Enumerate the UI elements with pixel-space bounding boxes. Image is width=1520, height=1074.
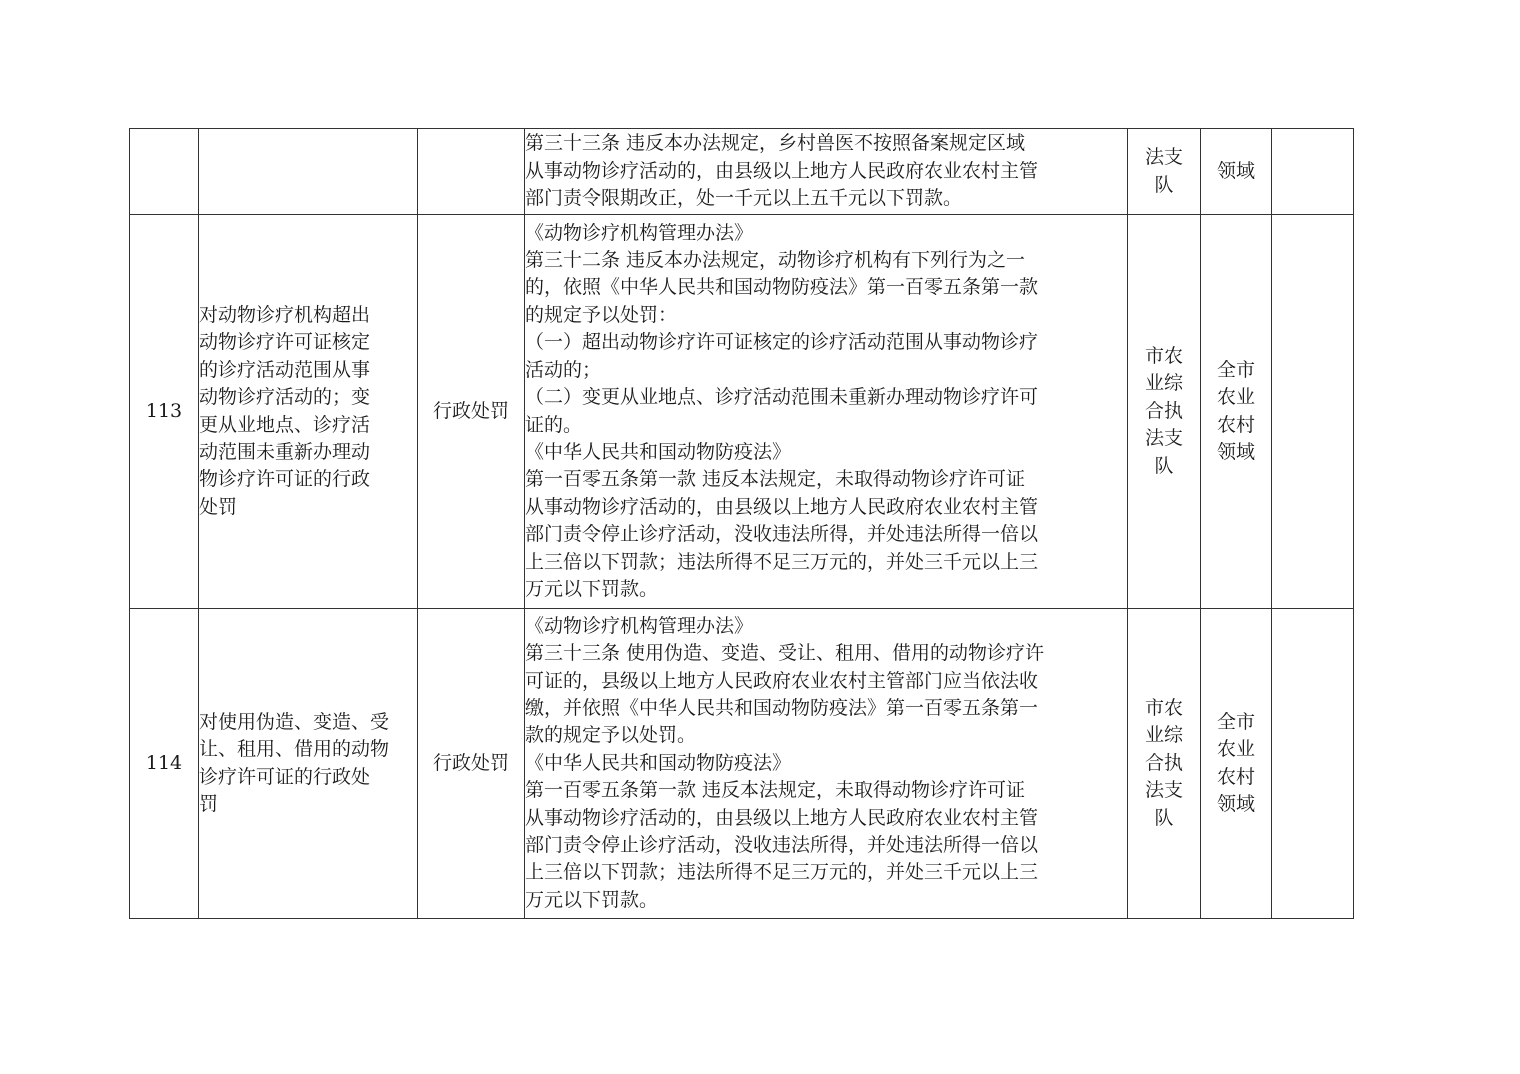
name-line: 的诊疗活动范围从事 [199, 358, 371, 381]
department-line: 合执 [1144, 399, 1183, 422]
regulation-table [129, 128, 1354, 919]
basis-line: 万元以下罚款。 [525, 888, 659, 911]
name-line: 对动物诊疗机构超出 [199, 303, 371, 326]
name-line: 更从业地点、诊疗活 [199, 413, 371, 436]
note-cell [1272, 129, 1354, 215]
name-line: 让、租用、借用的动物 [199, 738, 390, 761]
name-line: 动物诊疗活动的；变 [199, 386, 371, 409]
name-line: 诊疗许可证的行政处 [199, 765, 371, 788]
department-line: 合执 [1144, 751, 1183, 774]
basis-line: 《动物诊疗机构管理办法》 [525, 221, 754, 244]
basis-line: 从事动物诊疗活动的，由县级以上地方人民政府农业农村主管 [525, 806, 1039, 829]
basis-line: 第三十三条 使用伪造、变造、受让、租用、借用的动物诊疗许 [525, 642, 1045, 665]
note-cell [1272, 609, 1354, 919]
scope-line: 领域 [1216, 159, 1255, 182]
department-line: 法支 [1144, 779, 1183, 802]
department-line: 队 [1154, 173, 1174, 196]
name-line: 罚 [199, 792, 219, 815]
legal-basis-cell [525, 215, 1128, 609]
department-line: 市农 [1144, 696, 1183, 719]
department-cell [1128, 129, 1201, 215]
basis-line: 的，依照《中华人民共和国动物防疫法》第一百零五条第一款 [525, 276, 1039, 299]
basis-line: 证的。 [525, 413, 583, 436]
name-line: 处罚 [199, 495, 238, 518]
name-line: 对使用伪造、变造、受 [199, 710, 390, 733]
department-line: 市农 [1144, 344, 1183, 367]
item-type-cell: 行政处罚 [418, 215, 525, 609]
basis-line: 《中华人民共和国动物防疫法》 [525, 751, 792, 774]
basis-line: 款的规定予以处罚。 [525, 724, 697, 747]
basis-line: 从事动物诊疗活动的，由县级以上地方人民政府农业农村主管 [525, 159, 1039, 182]
scope-line: 农村 [1216, 765, 1255, 788]
basis-line: 部门责令停止诊疗活动，没收违法所得，并处违法所得一倍以 [525, 523, 1039, 546]
item-type-cell: 行政处罚 [418, 609, 525, 919]
basis-line: 第三十三条 违反本办法规定，乡村兽医不按照备案规定区域 [525, 132, 1026, 155]
basis-line: 部门责令停止诊疗活动，没收违法所得，并处违法所得一倍以 [525, 834, 1039, 857]
basis-line: 万元以下罚款。 [525, 577, 659, 600]
scope-cell [1201, 215, 1272, 609]
basis-line: （一）超出动物诊疗许可证核定的诊疗活动范围从事动物诊疗 [525, 331, 1039, 354]
table-row [130, 129, 1354, 215]
legal-basis-cell [525, 129, 1128, 215]
name-line: 动范围未重新办理动 [199, 440, 371, 463]
basis-line: 第一百零五条第一款 违反本法规定，未取得动物诊疗许可证 [525, 468, 1026, 491]
scope-line: 领域 [1216, 440, 1255, 463]
scope-line: 全市 [1216, 710, 1255, 733]
legal-basis-cell [525, 609, 1128, 919]
basis-line: 部门责令限期改正，处一千元以上五千元以下罚款。 [525, 187, 963, 210]
scope-line: 领域 [1216, 792, 1255, 815]
item-name-cell [199, 215, 418, 609]
department-cell [1128, 609, 1201, 919]
name-line: 物诊疗许可证的行政 [199, 468, 371, 491]
basis-line: 缴，并依照《中华人民共和国动物防疫法》第一百零五条第一 [525, 696, 1039, 719]
department-line: 队 [1154, 806, 1174, 829]
basis-line: 从事动物诊疗活动的，由县级以上地方人民政府农业农村主管 [525, 495, 1039, 518]
scope-line: 农村 [1216, 413, 1255, 436]
scope-cell [1201, 609, 1272, 919]
item-name-cell [199, 609, 418, 919]
item-number-cell: 114 [130, 609, 199, 919]
name-line: 动物诊疗许可证核定 [199, 331, 371, 354]
table-row [130, 609, 1354, 919]
basis-line: 《中华人民共和国动物防疫法》 [525, 440, 792, 463]
scope-line: 全市 [1216, 358, 1255, 381]
basis-line: 活动的； [525, 358, 602, 381]
department-line: 法支 [1144, 427, 1183, 450]
department-line: 法支 [1144, 146, 1183, 169]
scope-line: 农业 [1216, 386, 1255, 409]
department-line: 队 [1154, 454, 1174, 477]
department-line: 业综 [1144, 372, 1183, 395]
basis-line: 上三倍以下罚款；违法所得不足三万元的，并处三千元以上三 [525, 550, 1039, 573]
note-cell [1272, 215, 1354, 609]
basis-line: 第三十二条 违反本办法规定，动物诊疗机构有下列行为之一 [525, 249, 1026, 272]
basis-line: 的规定予以处罚： [525, 303, 678, 326]
basis-line: （二）变更从业地点、诊疗活动范围未重新办理动物诊疗许可 [525, 386, 1039, 409]
item-type-cell [418, 129, 525, 215]
department-line: 业综 [1144, 724, 1183, 747]
basis-line: 上三倍以下罚款；违法所得不足三万元的，并处三千元以上三 [525, 861, 1039, 884]
scope-line: 农业 [1216, 738, 1255, 761]
scope-cell [1201, 129, 1272, 215]
basis-line: 《动物诊疗机构管理办法》 [525, 614, 754, 637]
basis-line: 可证的，县级以上地方人民政府农业农村主管部门应当依法收 [525, 669, 1039, 692]
item-name-cell [199, 129, 418, 215]
table-row [130, 215, 1354, 609]
item-number-cell [130, 129, 199, 215]
department-cell [1128, 215, 1201, 609]
item-number-cell: 113 [130, 215, 199, 609]
basis-line: 第一百零五条第一款 违反本法规定，未取得动物诊疗许可证 [525, 779, 1026, 802]
